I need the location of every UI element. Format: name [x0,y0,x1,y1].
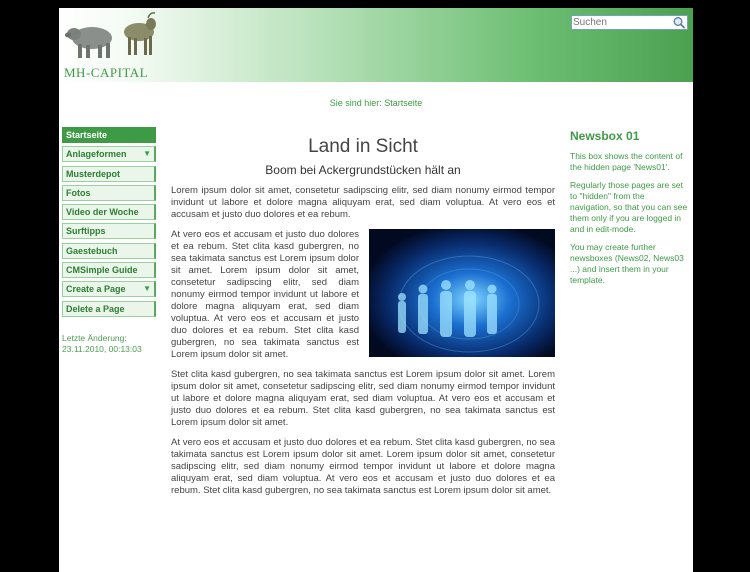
newsbox-text: Regularly those pages are set to "hidden" from the navigation, so that you can see them only if you are logged in and in edit-mode. [570,180,688,234]
sidebar-item-create-a-page[interactable] [62,281,156,297]
sidebar-item-label: Gaestebuch [66,245,118,256]
sidebar-item-cmsimple-guide[interactable] [62,262,156,278]
search-input[interactable] [573,16,669,29]
sidebar-item-label: CMSimple Guide [66,265,138,276]
page-title: Land in Sicht [308,136,418,157]
sidebar-item-delete-a-page[interactable] [62,301,156,317]
main-content [171,133,555,505]
sidebar-item-fotos[interactable] [62,185,156,201]
chevron-down-icon: ▼ [143,149,151,159]
sidebar-item-musterdepot[interactable] [62,166,156,182]
sidebar-item-label: Surftipps [66,226,106,237]
sidebar-item-video-der-woche[interactable] [62,204,156,220]
sidebar-nav [62,127,156,320]
sidebar-item-anlageformen[interactable] [62,146,156,162]
paragraph-3: Stet clita kasd gubergren, no sea takimata sanctus est Lorem ipsum dolor sit amet. Lorem ipsum dolor sit amet, consetetur sadipscing elitr, sed diam nonumy eirmod tempor invidunt ut labore et dolore magna aliquyam erat, sed diam voluptua. At vero eos et accusam et justo duo dolores et ea rebum. Stet clita kasd gubergren, no sea takimata sanctus est Lorem ipsum dolor sit amet. [171,369,555,428]
page [59,8,693,572]
last-change-label: Letzte Änderung: [62,333,127,343]
newsbox-text: You may create further newsboxes (News02, News03 ...) and insert them in your template. [570,242,684,285]
paragraph-2: At vero eos et accusam et justo duo dolores et ea rebum. Stet clita kasd gubergren, no sea takimata sanctus est Lorem ipsum dolor sit amet. Lorem ipsum dolor sit amet, consetetur sadipscing elitr, sed diam nonumy eirmod tempor invidunt ut labore et dolore magna aliquyam erat, sed diam voluptua. At vero eos et accusam et justo duo dolores et ea rebum. Stet clita kasd gubergren, no sea takimata sanctus est Lorem ipsum dolor sit amet. [171,229,359,360]
sidebar-item-label: Fotos [66,187,91,198]
sidebar-item-label: Create a Page [66,284,126,295]
magnifier-icon[interactable] [672,16,686,29]
newsbox-text: This box shows the content of the hidden page 'News01'. [570,151,683,172]
paragraph-4: At vero eos et accusam et justo duo dolores et ea rebum. Stet clita kasd gubergren, no sea takimata sanctus est Lorem ipsum dolor sit amet. Lorem ipsum dolor sit amet, consetetur sadipscing elitr, sed diam nonumy eirmod tempor invidunt ut labore et dolore magna aliquyam erat, sed diam voluptua. At vero eos et accusam et justo duo dolores et ea rebum. Stet clita kasd gubergren, no sea takimata sanctus est Lorem ipsum dolor sit amet. [171,437,555,496]
sidebar-item-label: Delete a Page [66,303,125,314]
chevron-down-icon: ▼ [143,284,151,294]
newsbox [570,129,688,293]
last-change-value: 23.11.2010, 00:13:03 [62,344,142,354]
newsbox-title: Newsbox 01 [570,129,640,143]
search-box [571,15,688,30]
breadcrumb-link-startseite[interactable]: Startseite [384,98,423,108]
sidebar-item-gaestebuch[interactable] [62,243,156,259]
last-change [62,333,142,355]
paragraph-1: Lorem ipsum dolor sit amet, consetetur sadipscing elitr, sed diam nonumy eirmod tempor invidunt ut labore et dolore magna aliquyam erat, sed diam voluptua. At vero eos et accusam et justo duo dolores et ea rebum. [171,185,555,220]
sidebar-item-label: Video der Woche [66,207,139,218]
sidebar-item-startseite[interactable] [62,127,156,143]
page-subtitle: Boom bei Ackergrundstücken hält an [265,163,461,177]
sidebar-item-label: Musterdepot [66,168,120,179]
logo-text: MH-CAPITAL [64,65,149,80]
breadcrumb-prefix: Sie sind hier: [329,98,382,108]
business-people-image [369,229,555,357]
sidebar-item-surftipps[interactable] [62,223,156,239]
sidebar-item-label: Anlageformen [66,149,127,160]
breadcrumb [59,98,693,108]
header [59,8,693,82]
sidebar-item-label: Startseite [66,130,108,140]
